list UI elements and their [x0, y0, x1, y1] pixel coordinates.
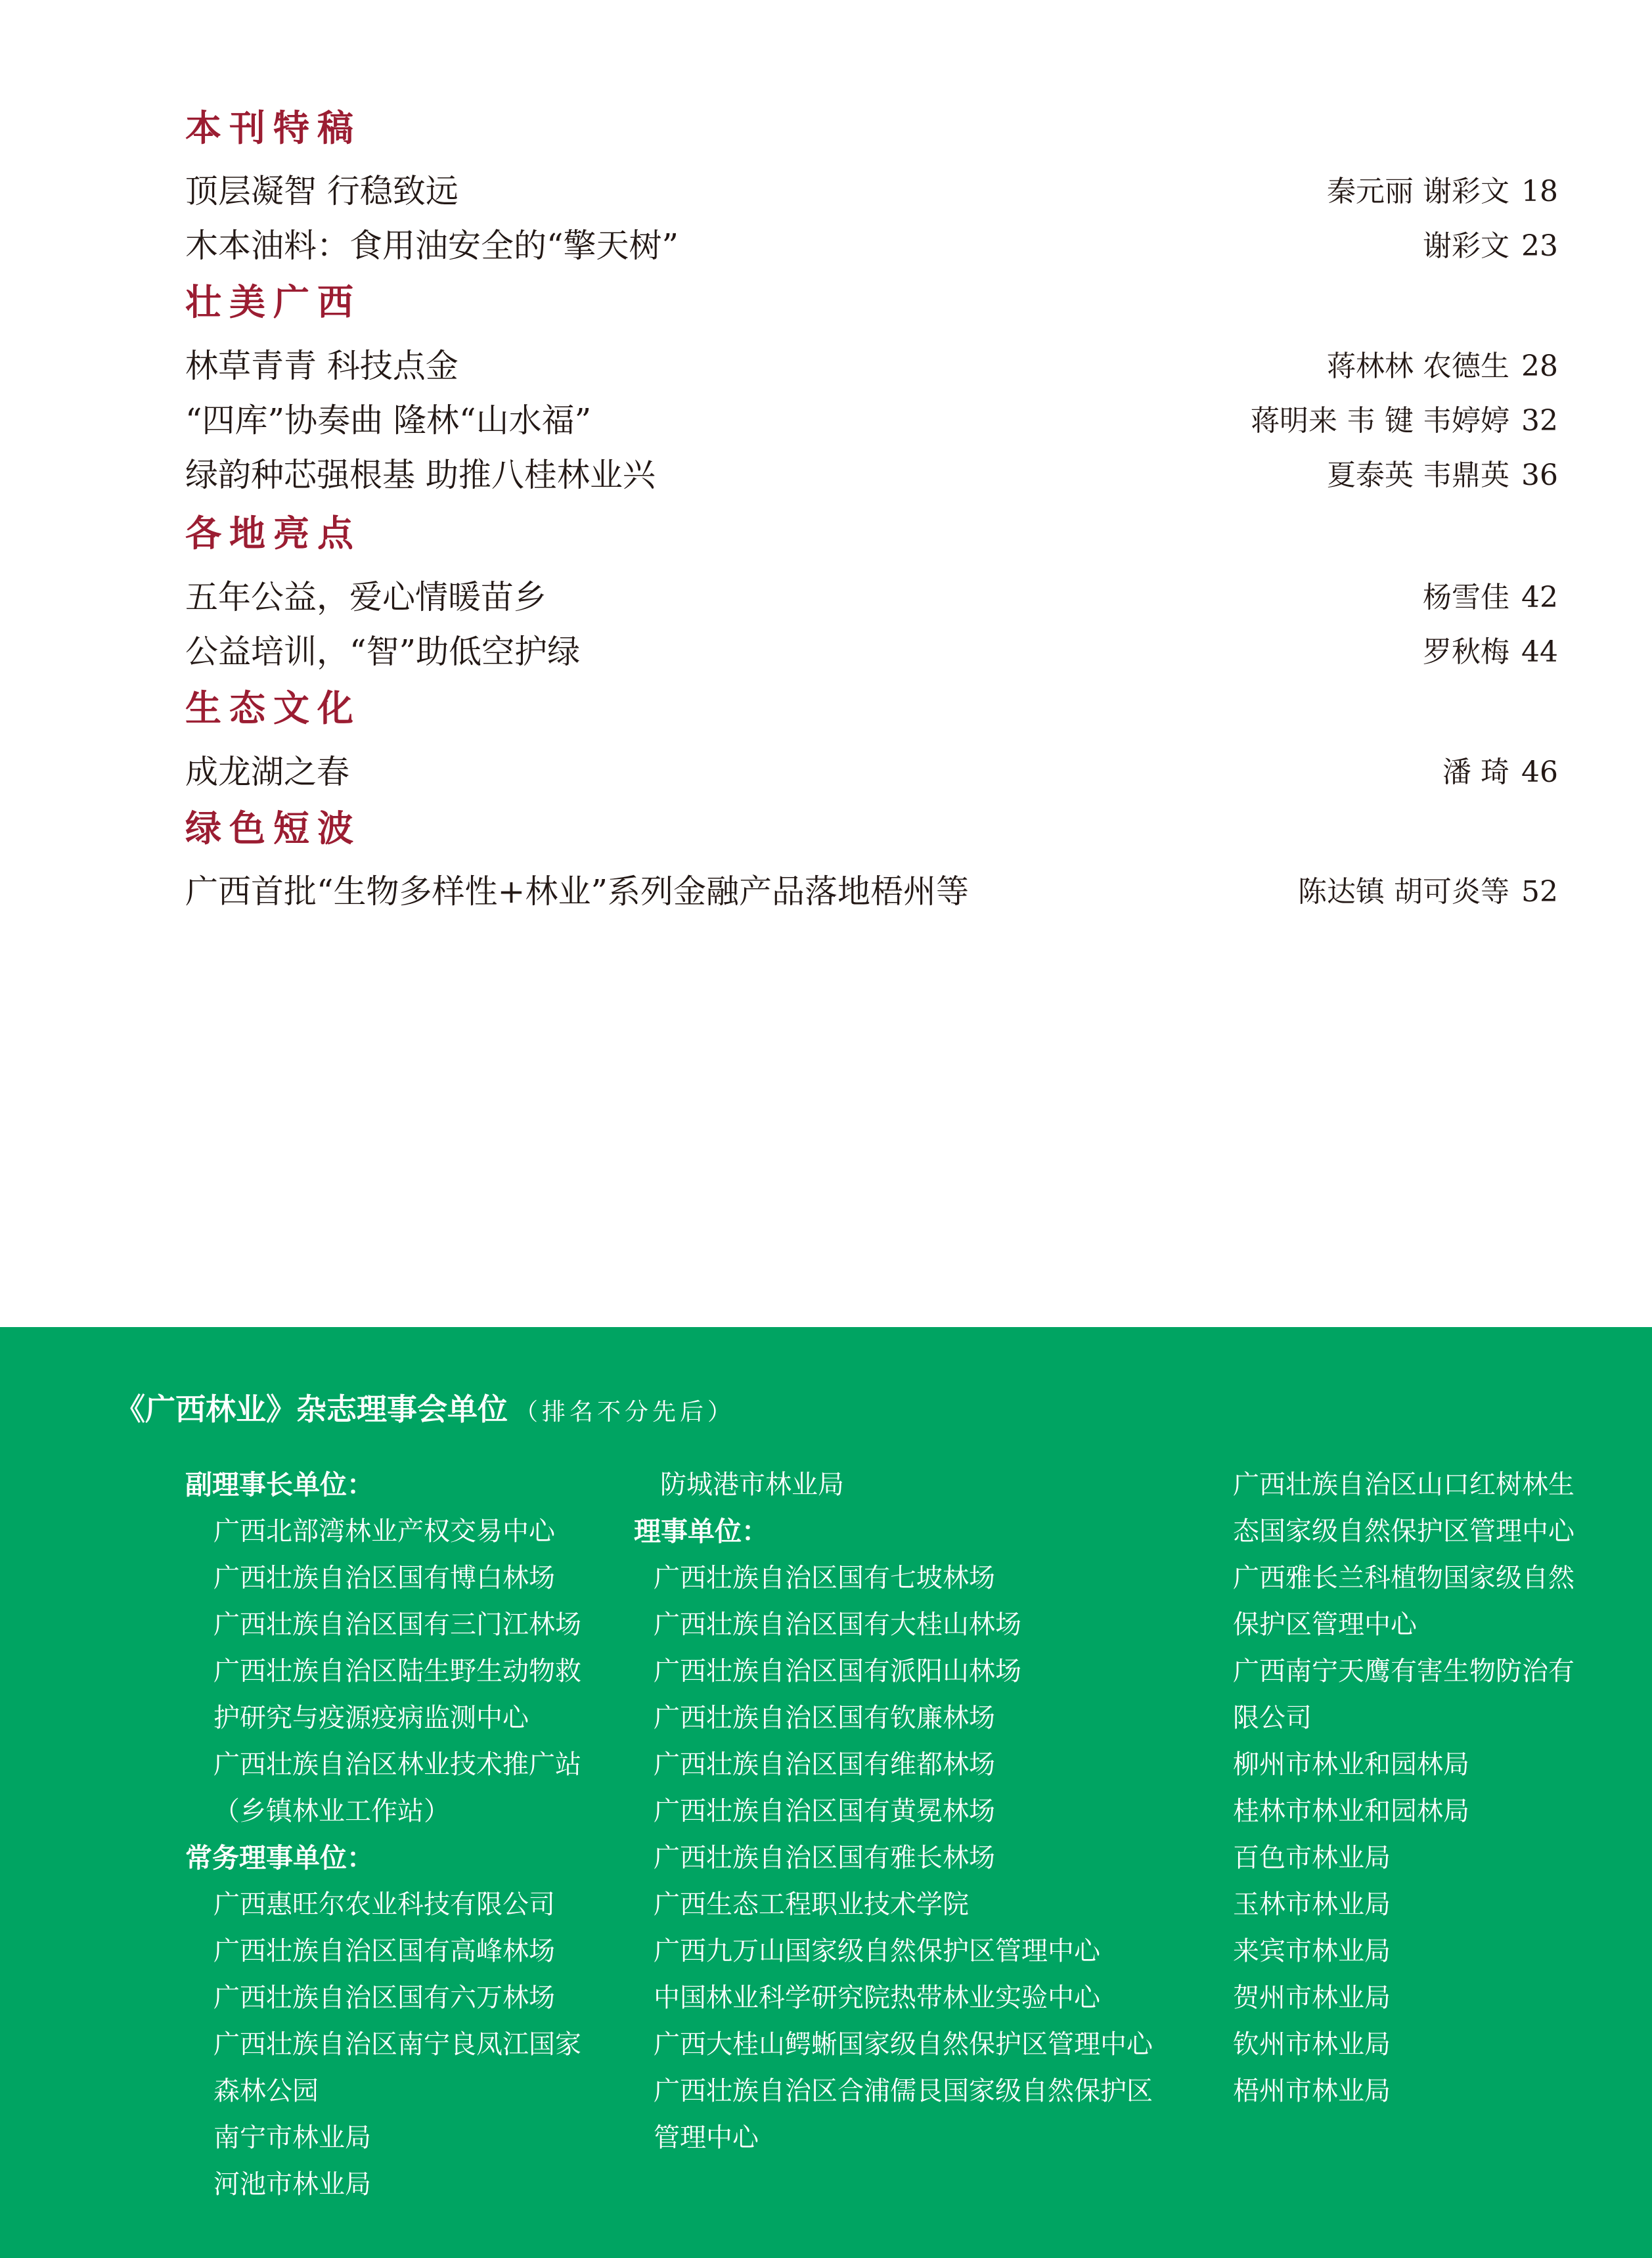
member-unit: 广西壮族自治区国有派阳山林场 — [654, 1656, 1021, 1686]
member-unit: 贺州市林业局 — [1233, 1983, 1391, 2013]
member-unit: 广西九万山国家级自然保护区管理中心 — [654, 1936, 1100, 1966]
member-unit: 广西壮族自治区国有高峰林场 — [213, 1936, 555, 1966]
toc-entry[interactable] — [185, 449, 1558, 495]
member-unit: 广西壮族自治区国有维都林场 — [654, 1750, 995, 1780]
member-unit: 钦州市林业局 — [1233, 2029, 1391, 2060]
member-unit: 防城港市林业局 — [660, 1470, 844, 1500]
member-unit: 广西壮族自治区陆生野生动物救 — [213, 1656, 581, 1686]
toc-entry[interactable] — [185, 220, 1558, 266]
member-unit: 河池市林业局 — [213, 2169, 371, 2200]
section-heading: 本刊特稿 — [185, 106, 362, 149]
member-unit: 广西雅长兰科植物国家级自然 — [1233, 1563, 1574, 1593]
member-unit: 来宾市林业局 — [1233, 1936, 1391, 1966]
member-unit: 柳州市林业和园林局 — [1233, 1750, 1469, 1780]
entry-authors: 蒋林林 农德生 — [1327, 350, 1509, 383]
member-unit: 广西壮族自治区国有黄冕林场 — [654, 1796, 995, 1826]
section-heading: 各地亮点 — [185, 512, 362, 554]
entry-page: 36 — [1521, 459, 1558, 492]
entry-page: 44 — [1521, 635, 1558, 669]
entry-authors: 杨雪佳 — [1423, 581, 1509, 614]
member-unit: 广西壮族自治区国有大桂山林场 — [654, 1610, 1021, 1640]
member-unit: 森林公园 — [213, 2076, 319, 2106]
member-unit: 玉林市林业局 — [1233, 1889, 1391, 1920]
member-unit: 广西南宁天鹰有害生物防治有 — [1233, 1656, 1574, 1686]
member-unit: 广西壮族自治区国有钦廉林场 — [654, 1703, 995, 1733]
member-category-heading: 副理事长单位： — [185, 1469, 374, 1501]
toc-entry[interactable] — [185, 166, 1558, 212]
member-unit: 广西生态工程职业技术学院 — [654, 1889, 969, 1920]
council-members-panel — [0, 1327, 1652, 2258]
section-heading: 绿色短波 — [185, 807, 362, 849]
entry-authors: 谢彩文 — [1423, 229, 1509, 263]
member-category-heading: 理事单位： — [634, 1516, 769, 1547]
member-unit: 广西壮族自治区南宁良凤江国家 — [213, 2029, 581, 2060]
entry-page: 28 — [1521, 350, 1558, 383]
entry-authors: 罗秋梅 — [1423, 635, 1509, 669]
entry-title: “四库”协奏曲 隆林“山水福” — [185, 401, 592, 440]
member-unit: 梧州市林业局 — [1233, 2076, 1391, 2106]
member-unit: 广西大桂山鳄蜥国家级自然保护区管理中心 — [654, 2029, 1153, 2060]
entry-title: 成龙湖之春 — [185, 753, 349, 791]
member-unit: 中国林业科学研究院热带林业实验中心 — [654, 1983, 1100, 2013]
member-unit: 广西壮族自治区国有雅长林场 — [654, 1843, 995, 1873]
council-title-note: （排名不分先后） — [514, 1399, 736, 1426]
entry-title: 顶层凝智 行稳致远 — [185, 172, 458, 210]
member-unit: 广西壮族自治区山口红树林生 — [1233, 1470, 1574, 1500]
toc-entry[interactable] — [185, 340, 1558, 386]
member-unit: 桂林市林业和园林局 — [1233, 1796, 1469, 1826]
entry-title: 公益培训，“智”助低空护绿 — [185, 633, 581, 671]
member-unit: 广西壮族自治区国有博白林场 — [213, 1563, 555, 1593]
council-title — [115, 1389, 735, 1429]
toc-entry[interactable] — [185, 395, 1558, 441]
member-unit: 广西壮族自治区国有七坡林场 — [654, 1563, 995, 1593]
entry-authors: 陈达镇 胡可炎等 — [1298, 875, 1509, 909]
member-unit: （乡镇林业工作站） — [213, 1796, 450, 1826]
member-unit: 保护区管理中心 — [1233, 1610, 1417, 1640]
member-unit: 广西壮族自治区国有三门江林场 — [213, 1610, 581, 1640]
entry-page: 18 — [1521, 175, 1558, 208]
entry-page: 42 — [1521, 581, 1558, 614]
toc-entry[interactable] — [185, 866, 1558, 912]
entry-title: 五年公益，爱心情暖苗乡 — [185, 578, 547, 616]
entry-title: 广西首批“生物多样性+林业”系列金融产品落地梧州等 — [185, 872, 970, 911]
member-unit: 广西壮族自治区国有六万林场 — [213, 1983, 555, 2013]
member-unit: 广西惠旺尔农业科技有限公司 — [213, 1889, 555, 1920]
entry-page: 23 — [1521, 229, 1558, 263]
member-unit: 限公司 — [1233, 1703, 1312, 1733]
entry-page: 32 — [1521, 404, 1558, 438]
member-unit: 态国家级自然保护区管理中心 — [1233, 1516, 1574, 1547]
council-title-main: 《广西林业》杂志理事会单位 — [115, 1391, 508, 1427]
toc-entry[interactable] — [185, 572, 1558, 618]
entry-title: 绿韵种芯强根基 助推八桂林业兴 — [185, 456, 656, 494]
section-heading: 生态文化 — [185, 687, 362, 729]
entry-title: 林草青青 科技点金 — [185, 347, 458, 385]
member-unit: 广西壮族自治区合浦儒艮国家级自然保护区 — [654, 2076, 1153, 2106]
entry-authors: 秦元丽 谢彩文 — [1327, 175, 1509, 208]
entry-title: 木本油料：食用油安全的“擎天树” — [185, 227, 679, 265]
entry-page: 46 — [1521, 756, 1558, 789]
toc-entry[interactable] — [185, 626, 1558, 672]
entry-authors: 夏泰英 韦鼎英 — [1327, 459, 1509, 492]
entry-authors: 潘 琦 — [1442, 756, 1509, 789]
section-heading: 壮美广西 — [185, 281, 362, 323]
entry-page: 52 — [1521, 875, 1558, 909]
member-unit: 护研究与疫源疫病监测中心 — [213, 1703, 529, 1733]
member-unit: 南宁市林业局 — [213, 2123, 371, 2153]
member-unit: 广西壮族自治区林业技术推广站 — [213, 1750, 581, 1780]
member-unit: 管理中心 — [654, 2123, 759, 2153]
entry-authors: 蒋明来 韦 键 韦婷婷 — [1251, 404, 1509, 438]
toc-entry[interactable] — [185, 746, 1558, 792]
member-category-heading: 常务理事单位： — [185, 1842, 374, 1874]
member-unit: 百色市林业局 — [1233, 1843, 1391, 1873]
member-unit: 广西北部湾林业产权交易中心 — [213, 1516, 555, 1547]
